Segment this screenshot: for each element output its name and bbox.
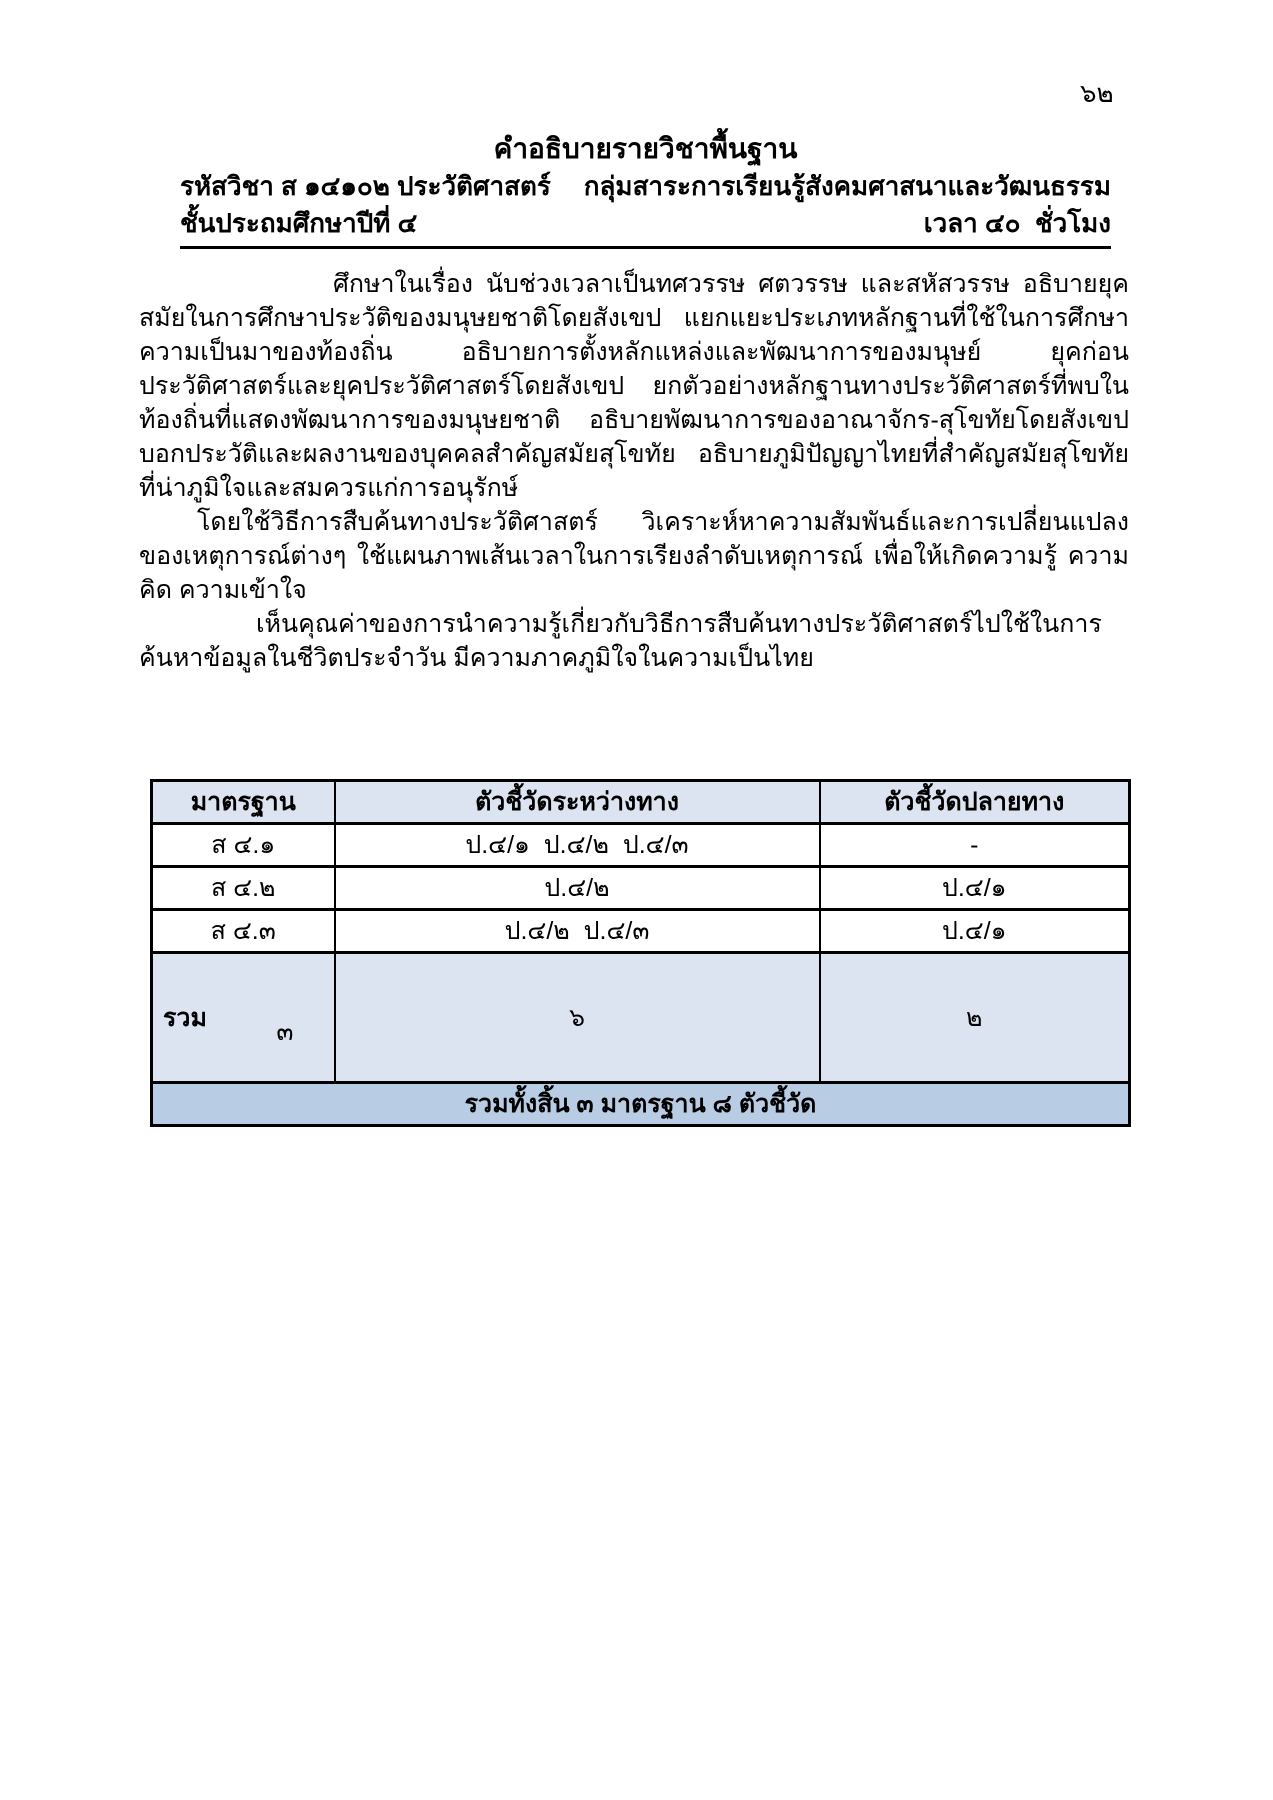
table-row	[152, 910, 1130, 953]
grade-level: ชั้นประถมศึกษาปีที่ ๔	[180, 208, 418, 238]
description-paragraph-2: โดยใช้วิธีการสืบค้นทางประวัติศาสตร์ วิเคราะห์หาความสัมพันธ์และการเปลี่ยนแปลงของเหตุการณ์ต่างๆ ใช้แผนภาพเส้นเวลาในการเรียงลำดับเหตุการณ์ เพื่อให้เกิดความรู้ ความคิด ความเข้าใจ	[139, 508, 1129, 604]
course-description	[139, 267, 1129, 675]
midway-cell: ป.๔/๑ ป.๔/๒ ป.๔/๓	[335, 824, 820, 867]
table-header-row	[152, 781, 1130, 824]
total-standards-cell	[152, 953, 335, 1083]
description-paragraph-3: เห็นคุณค่าของการนำความรู้เกี่ยวกับวิธีการสืบค้นทางประวัติศาสตร์ไปใช้ในการค้นหาข้อมูลในชีวิตประจำวัน มีความภาคภูมิใจในความเป็นไทย	[139, 610, 1102, 672]
description-paragraph-1: ศึกษาในเรื่อง นับช่วงเวลาเป็นทศวรรษ ศตวรรษ และสหัสวรรษ อธิบายยุคสมัยในการศึกษาประวัติของมนุษยชาติโดยสังเขป แยกแยะประเภทหลักฐานที่ใช้ในการศึกษาความเป็นมาของท้องถิ่น อธิบายการตั้งหลักแหล่งและพัฒนาการของมนุษย์ ยุคก่อนประวัติศาสตร์และยุคประวัติศาสตร์โดยสังเขป ยกตัวอย่างหลักฐานทางประวัติศาสตร์ที่พบในท้องถิ่นที่แสดงพัฒนาการของมนุษยชาติ อธิบายพัฒนาการของอาณาจักร-สุโขทัยโดยสังเขป บอกประวัติและผลงานของบุคคลสำคัญสมัยสุโขทัย อธิบายภูมิปัญญาไทยที่สำคัญสมัยสุโขทัยที่น่าภูมิใจและสมควรแก่การอนุรักษ์	[139, 270, 1129, 502]
learning-area: กลุ่มสาระการเรียนรู้สังคมศาสนาและวัฒนธรรม	[583, 171, 1111, 201]
grade-meta-line	[180, 205, 1111, 242]
total-endpoint-cell: ๒	[820, 953, 1130, 1083]
endpoint-cell: -	[820, 824, 1130, 867]
total-row	[152, 953, 1130, 1083]
page-content	[139, 0, 1129, 1127]
course-duration: เวลา ๔๐ ชั่วโมง	[923, 208, 1111, 238]
course-meta-line	[180, 168, 1111, 205]
table-row	[152, 867, 1130, 910]
endpoint-cell: ป.๔/๑	[820, 867, 1130, 910]
indicators-table	[150, 779, 1131, 1127]
grand-total-text: รวมทั้งสิ้น ๓ มาตรฐาน ๘ ตัวชี้วัด	[152, 1083, 1130, 1126]
midway-cell: ป.๔/๒	[335, 867, 820, 910]
document-title: คำอธิบายรายวิชาพื้นฐาน	[493, 133, 798, 164]
standard-cell: ส ๔.๓	[152, 910, 335, 953]
midway-cell: ป.๔/๒ ป.๔/๓	[335, 910, 820, 953]
total-label: รวม	[163, 1003, 207, 1032]
total-standards-count: ๓	[276, 1018, 294, 1046]
course-code: รหัสวิชา ส ๑๔๑๐๒ ประวัติศาสตร์	[180, 171, 551, 201]
page-number: ๖๒	[1080, 78, 1114, 108]
header-endpoint-indicators: ตัวชี้วัดปลายทาง	[820, 781, 1130, 824]
endpoint-cell: ป.๔/๑	[820, 910, 1130, 953]
standard-cell: ส ๔.๑	[152, 824, 335, 867]
grand-total-row	[152, 1083, 1130, 1126]
total-midway-cell: ๖	[335, 953, 820, 1083]
table-row	[152, 824, 1130, 867]
standard-cell: ส ๔.๒	[152, 867, 335, 910]
header-divider	[180, 246, 1111, 249]
header-midway-indicators: ตัวชี้วัดระหว่างทาง	[335, 781, 820, 824]
header-standard: มาตรฐาน	[152, 781, 335, 824]
